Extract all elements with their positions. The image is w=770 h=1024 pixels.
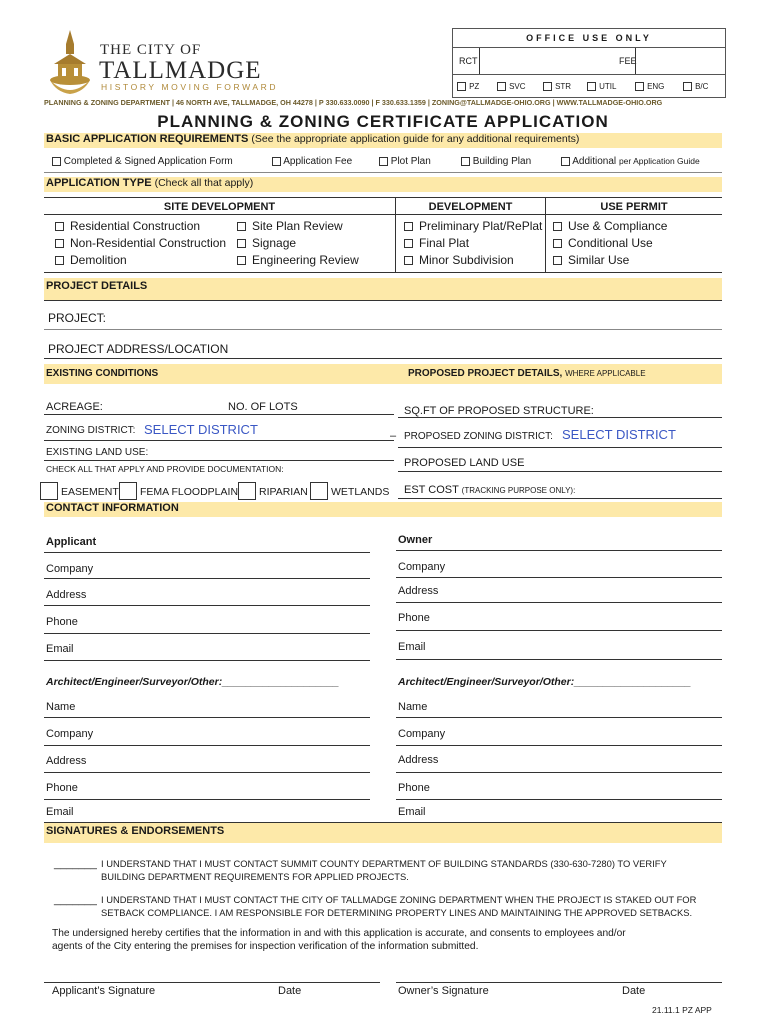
city-logo [44, 28, 96, 98]
plot-plan-checkbox[interactable] [379, 157, 388, 166]
applicant-arch-phone-input[interactable] [100, 779, 370, 795]
owner-arch-company-label: Company [398, 728, 446, 740]
additional-label: Additional [572, 156, 617, 167]
stmt2-initial-blank[interactable]: _______ [54, 894, 97, 906]
floodplain-checkbox[interactable] [119, 482, 137, 500]
applicant-arch-email-label: Email [46, 806, 74, 818]
applicant-arch-address-input[interactable] [100, 752, 370, 768]
basic-requirements-title: BASIC APPLICATION REQUIREMENTS [46, 133, 249, 145]
non-residential-label: Non-Residential Construction [70, 236, 227, 250]
svc-label: SVC [509, 82, 526, 91]
acreage-input[interactable] [100, 398, 220, 414]
existing-conditions-title: EXISTING CONDITIONS [46, 368, 159, 379]
residential-checkbox[interactable] [55, 222, 64, 231]
est-cost-label: EST COST [404, 484, 459, 496]
est-cost-input[interactable] [582, 481, 722, 497]
application-type-title: APPLICATION TYPE [46, 177, 152, 189]
project-address-input[interactable] [220, 339, 722, 359]
city-tagline: HISTORY MOVING FORWARD [101, 82, 279, 92]
lots-input[interactable] [296, 398, 392, 414]
application-type-note: (Check all that apply) [154, 177, 254, 189]
owner-email-label: Email [398, 641, 426, 653]
minor-subdivision-checkbox[interactable] [404, 256, 413, 265]
wetlands-checkbox[interactable] [310, 482, 328, 500]
office-use-title: OFFICE USE ONLY [453, 29, 725, 48]
application-fee-label: Application Fee [283, 156, 353, 167]
city-name-line1: THE CITY OF [100, 42, 202, 58]
owner-signature-field[interactable] [396, 960, 616, 982]
owner-signature-label: Owner’s Signature [398, 985, 489, 997]
eng-label: ENG [647, 82, 665, 91]
owner-arch-address-label: Address [398, 754, 439, 766]
owner-date-label: Date [622, 985, 646, 997]
applicant-company-label: Company [46, 563, 94, 575]
owner-phone-label: Phone [398, 612, 430, 624]
sqft-label: SQ.FT OF PROPOSED STRUCTURE: [404, 405, 594, 417]
applicant-arch-company-input[interactable] [100, 725, 370, 741]
applicant-email-input[interactable] [100, 640, 370, 656]
owner-arch-name-label: Name [398, 701, 428, 713]
proposed-zoning-label: PROPOSED ZONING DISTRICT: [404, 431, 553, 442]
similar-use-checkbox[interactable] [553, 256, 562, 265]
applicant-arch-address-label: Address [46, 755, 87, 767]
minor-subdivision-label: Minor Subdivision [419, 253, 514, 267]
form-code: 21.11.1 PZ APP [652, 1005, 712, 1015]
building-plan-label: Building Plan [472, 156, 532, 167]
contact-title: CONTACT INFORMATION [46, 502, 179, 514]
rct-field[interactable] [480, 48, 616, 74]
owner-arch-name-input[interactable] [452, 698, 722, 714]
sqft-input[interactable] [580, 402, 722, 418]
applicant-address-label: Address [46, 589, 87, 601]
final-plat-checkbox[interactable] [404, 239, 413, 248]
stmt1-line2: BUILDING DEPARTMENT REQUIREMENTS FOR APPLIED PROJECTS. [101, 871, 409, 882]
owner-date-field[interactable] [620, 960, 722, 982]
development-header: DEVELOPMENT [428, 201, 513, 213]
applicant-heading: Applicant [46, 536, 97, 548]
applicant-signature-field[interactable] [44, 960, 264, 982]
easement-checkbox[interactable] [40, 482, 58, 500]
city-name-line2: TALLMADGE [99, 57, 262, 84]
engineering-review-checkbox[interactable] [237, 256, 246, 265]
util-label: UTIL [599, 82, 617, 91]
additional-checkbox[interactable] [561, 157, 570, 166]
applicant-architect-heading: Architect/Engineer/Surveyor/Other:____________________ [46, 676, 340, 688]
easement-label: EASEMENT [61, 486, 119, 498]
conditional-use-label: Conditional Use [568, 236, 653, 250]
conditional-use-checkbox[interactable] [553, 239, 562, 248]
basic-requirements-band [44, 133, 722, 148]
proposed-land-use-label: PROPOSED LAND USE [404, 457, 525, 469]
applicant-address-input[interactable] [100, 586, 370, 602]
basic-requirements-note: (See the appropriate application guide for any additional requirements) [251, 133, 580, 145]
demolition-checkbox[interactable] [55, 256, 64, 265]
application-fee-checkbox[interactable] [272, 157, 281, 166]
site-plan-review-checkbox[interactable] [237, 222, 246, 231]
owner-arch-email-label: Email [398, 806, 426, 818]
non-residential-checkbox[interactable] [55, 239, 64, 248]
applicant-company-input[interactable] [100, 560, 370, 576]
owner-phone-input[interactable] [452, 609, 722, 625]
engineering-review-label: Engineering Review [252, 253, 359, 267]
owner-arch-company-input[interactable] [452, 725, 722, 741]
stmt2-line2: SETBACK COMPLIANCE. I AM RESPONSIBLE FOR DETERMINING PROPERTY LINES AND MAINTAINING THE APPROVED SETBACKS. [101, 907, 693, 918]
proposed-details-note: WHERE APPLICABLE [565, 369, 646, 378]
fee-field[interactable] [636, 48, 724, 74]
owner-arch-email-input[interactable] [452, 803, 722, 819]
project-label: PROJECT: [48, 311, 107, 325]
bc-label: B/C [695, 82, 709, 91]
eng-checkbox[interactable] [635, 82, 644, 91]
stmt1-initial-blank[interactable]: _______ [54, 858, 97, 870]
est-cost-note: (TRACKING PURPOSE ONLY): [461, 486, 576, 495]
svc-checkbox[interactable] [497, 82, 506, 91]
signage-checkbox[interactable] [237, 239, 246, 248]
str-label: STR [555, 82, 572, 91]
floodplain-label: FEMA FLOODPLAIN [140, 486, 239, 498]
str-checkbox[interactable] [543, 82, 552, 91]
zoning-district-select[interactable]: SELECT DISTRICT [144, 422, 258, 437]
fee-label: FEE [619, 56, 637, 66]
similar-use-label: Similar Use [568, 253, 630, 267]
project-details-band [44, 278, 722, 301]
signatures-band [44, 822, 722, 843]
applicant-arch-phone-label: Phone [46, 782, 78, 794]
riparian-checkbox[interactable] [238, 482, 256, 500]
acreage-label: ACREAGE: [46, 401, 103, 413]
proposed-zoning-select[interactable]: SELECT DISTRICT [562, 427, 676, 442]
check-all-note: CHECK ALL THAT APPLY AND PROVIDE DOCUMENTATION: [46, 464, 284, 474]
final-plat-label: Final Plat [419, 236, 470, 250]
department-contact-line: PLANNING & ZONING DEPARTMENT | 46 NORTH AVE, TALLMADGE, OH 44278 | P 330.633.0090 | F 330.633.1359 | ZONING@TALLMADGE-OHIO.ORG | WWW.TALLMADGE-OHIO.ORG [44, 98, 663, 107]
certification-line1: The undersigned hereby certifies that the information in and with this application is accurate, and consents to employees and/or [52, 928, 626, 939]
signed-form-checkbox[interactable] [52, 157, 61, 166]
applicant-date-field[interactable] [270, 960, 380, 982]
applicant-signature-label: Applicant’s Signature [52, 985, 156, 997]
signatures-title: SIGNATURES & ENDORSEMENTS [46, 825, 225, 837]
existing-land-use-label: EXISTING LAND USE: [46, 447, 149, 458]
pz-checkbox[interactable] [457, 82, 466, 91]
applicant-phone-label: Phone [46, 616, 78, 628]
project-input[interactable] [110, 308, 722, 328]
lots-label: NO. OF LOTS [228, 401, 298, 413]
applicant-arch-company-label: Company [46, 728, 94, 740]
proposed-details-title: PROPOSED PROJECT DETAILS, [408, 368, 563, 379]
signage-label: Signage [252, 236, 297, 250]
office-use-box [452, 28, 726, 98]
owner-arch-phone-input[interactable] [452, 779, 722, 795]
riparian-label: RIPARIAN [259, 486, 308, 498]
zoning-district-label: ZONING DISTRICT: [46, 425, 136, 436]
applicant-arch-email-input[interactable] [100, 803, 370, 819]
preliminary-plat-checkbox[interactable] [404, 222, 413, 231]
pz-label: PZ [469, 82, 480, 91]
owner-company-label: Company [398, 561, 446, 573]
applicant-phone-input[interactable] [100, 613, 370, 629]
residential-label: Residential Construction [70, 219, 201, 233]
owner-address-label: Address [398, 585, 439, 597]
use-compliance-checkbox[interactable] [553, 222, 562, 231]
owner-architect-heading: Architect/Engineer/Surveyor/Other:____________________ [398, 676, 692, 688]
existing-land-use-input[interactable] [150, 444, 394, 458]
use-permit-header: USE PERMIT [600, 201, 668, 213]
project-address-label: PROJECT ADDRESS/LOCATION [48, 342, 229, 356]
owner-heading: Owner [398, 534, 433, 546]
stmt1-line1: I UNDERSTAND THAT I MUST CONTACT SUMMIT COUNTY DEPARTMENT OF BUILDING STANDARDS (330-630-7280) TO VERIFY [101, 858, 667, 869]
owner-email-input[interactable] [452, 638, 722, 654]
util-checkbox[interactable] [587, 82, 596, 91]
applicant-date-label: Date [278, 985, 302, 997]
site-development-header: SITE DEVELOPMENT [163, 201, 276, 213]
bc-checkbox[interactable] [683, 82, 692, 91]
application-type-band [44, 177, 722, 192]
contact-band [44, 502, 722, 517]
owner-address-input[interactable] [452, 582, 722, 598]
wetlands-label: WETLANDS [331, 486, 390, 498]
dash-separator: – [390, 430, 397, 442]
use-compliance-label: Use & Compliance [568, 219, 668, 233]
proposed-land-use-input[interactable] [518, 454, 722, 470]
site-plan-review-label: Site Plan Review [252, 219, 343, 233]
owner-arch-address-input[interactable] [452, 751, 722, 767]
demolition-label: Demolition [70, 253, 127, 267]
project-details-title: PROJECT DETAILS [46, 280, 148, 292]
building-plan-checkbox[interactable] [461, 157, 470, 166]
stmt2-line1: I UNDERSTAND THAT I MUST CONTACT THE CITY OF TALLMADGE ZONING DEPARTMENT WHEN THE PROJECT IS STAKED OUT FOR [101, 894, 697, 905]
applicant-email-label: Email [46, 643, 74, 655]
applicant-arch-name-label: Name [46, 701, 76, 713]
owner-company-input[interactable] [452, 558, 722, 574]
plot-plan-label: Plot Plan [390, 156, 431, 167]
preliminary-plat-label: Preliminary Plat/RePlat [419, 219, 543, 233]
signed-form-label: Completed & Signed Application Form [63, 156, 233, 167]
applicant-arch-name-input[interactable] [100, 698, 370, 714]
owner-arch-phone-label: Phone [398, 782, 430, 794]
additional-note: per Application Guide [618, 156, 700, 166]
rct-label: RCT [459, 56, 478, 66]
certification-line2: agents of the City entering the premises for inspection verification of the information submitted. [52, 941, 479, 952]
form-title: PLANNING & ZONING CERTIFICATE APPLICATION [157, 112, 609, 131]
